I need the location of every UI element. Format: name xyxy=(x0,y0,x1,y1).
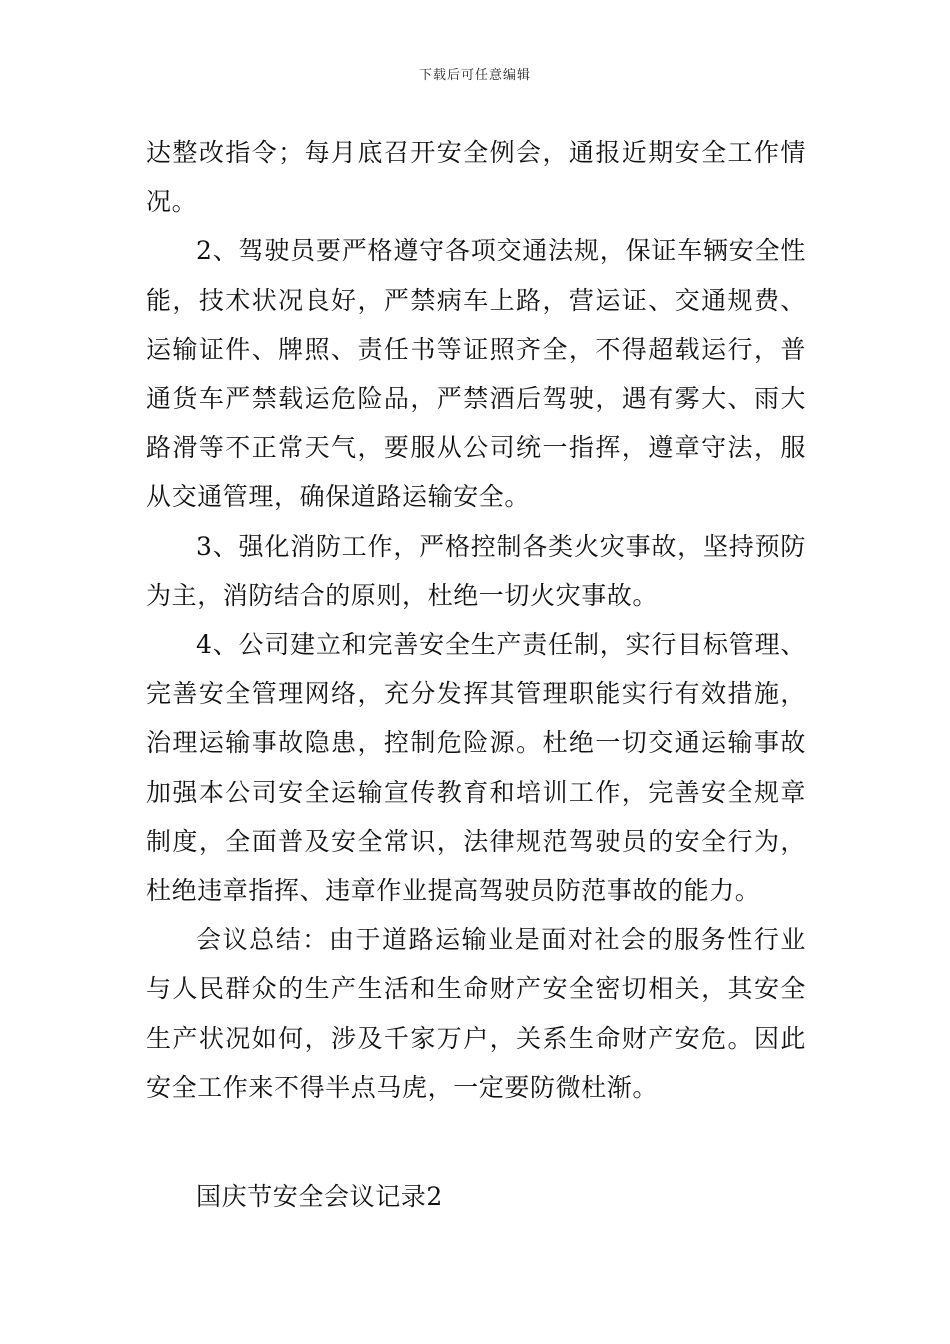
section-title: 国庆节安全会议记录2 xyxy=(196,1182,443,1211)
paragraph-item-4: 4、公司建立和完善安全生产责任制，实行目标管理、完善安全管理网络，充分发挥其管理职能实行有效措施，治理运输事故隐患，控制危险源。杜绝一切交通运输事故加强本公司安全运输宣传教育和培训工作，完善安全规章制度，全面普及安全常识，法律规范驾驶员的安全行为，杜绝违章指挥、违章作业提高驾驶员防范事故的能力。 xyxy=(146,630,806,906)
paragraph-item-2: 2、驾驶员要严格遵守各项交通法规，保证车辆安全性能，技术状况良好，严禁病车上路，营运证、交通规费、运输证件、牌照、责任书等证照齐全，不得超载运行，普通货车严禁载运危险品，严禁酒后驾驶，遇有雾大、雨大路滑等不正常天气，要服从公司统一指挥，遵章守法，服从交通管理，确保道路运输安全。 xyxy=(146,236,806,512)
page-header-note: 下载后可任意编辑 xyxy=(418,68,531,83)
paragraph-item-3: 3、强化消防工作，严格控制各类火灾事故，坚持预防为主，消防结合的原则，杜绝一切火灾事故。 xyxy=(146,531,806,610)
paragraph-summary: 会议总结：由于道路运输业是面对社会的服务性行业与人民群众的生产生活和生命财产安全密切相关，其安全生产状况如何，涉及千家万户，关系生命财产安危。因此安全工作来不得半点马虎，一定要防微杜渐。 xyxy=(146,925,806,1102)
paragraph-continuation: 达整改指令；每月底召开安全例会，通报近期安全工作情况。 xyxy=(146,138,806,217)
document-body xyxy=(146,128,806,1112)
